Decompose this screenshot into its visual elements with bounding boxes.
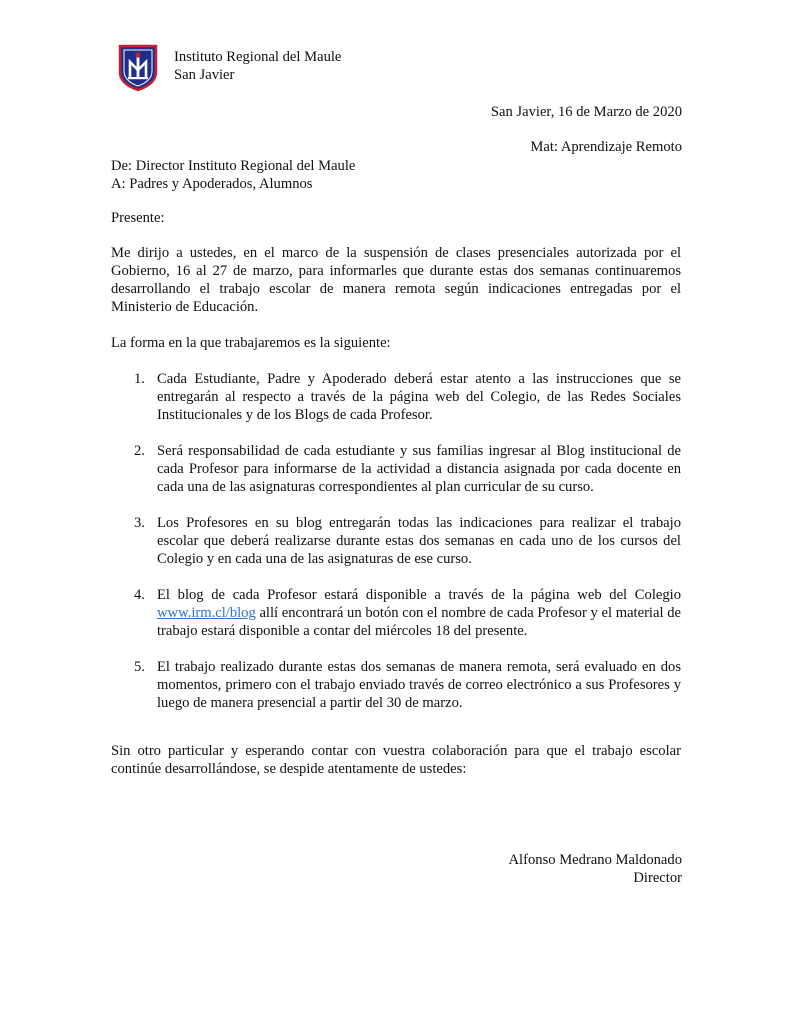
list-item-text: Será responsabilidad de cada estudiante y sus familias ingresar al Blog institucional de cada Profesor para informarse de la actividad a distancia asignada por cada docente en cada una de las asignaturas correspondientes al plan curricular de su curso. <box>157 443 681 495</box>
blog-link[interactable]: www.irm.cl/blog <box>157 605 256 621</box>
list-item-text: El trabajo realizado durante estas dos semanas de manera remota, será evaluado en dos momentos, primero con el trabajo enviado través de correo electrónico a sus Profesores y luego de manera presencial a partir del 30 de marzo. <box>157 659 681 711</box>
intro-paragraph: Me dirijo a ustedes, en el marco de la suspensión de clases presenciales autorizada por el Gobierno, 16 al 27 de marzo, para informarles que durante estas dos semanas continuaremos desarrollando el trabajo escolar de manera remota según indicaciones entregadas por el Ministerio de Educación. <box>111 245 681 315</box>
institution-name: Instituto Regional del Maule <box>174 49 342 65</box>
list-item-number: 2. <box>134 443 145 459</box>
signature-name: Alfonso Medrano Maldonado <box>508 852 682 868</box>
school-crest-icon <box>117 42 159 92</box>
closing-paragraph: Sin otro particular y esperando contar con vuestra colaboración para que el trabajo escolar continúe desarrollándose, se despide atentamente de ustedes: <box>111 743 681 777</box>
list-item-number: 3. <box>134 515 145 531</box>
list-item-number: 5. <box>134 659 145 675</box>
list-item-number: 1. <box>134 371 145 387</box>
list-item <box>134 514 681 568</box>
letterhead <box>174 48 341 84</box>
subject-line: Mat: Aprendizaje Remoto <box>530 139 682 155</box>
from-line: De: Director Instituto Regional del Maule <box>111 158 356 174</box>
list-item <box>134 442 681 496</box>
list-item <box>134 370 681 424</box>
signature-title: Director <box>633 870 682 886</box>
date-line: San Javier, 16 de Marzo de 2020 <box>490 104 682 120</box>
addressing-block <box>111 157 681 193</box>
to-line: A: Padres y Apoderados, Alumnos <box>111 176 313 192</box>
signature-block <box>509 851 682 887</box>
greeting: Presente: <box>111 210 165 226</box>
instruction-list <box>134 370 681 730</box>
list-intro: La forma en la que trabajaremos es la siguiente: <box>111 335 391 351</box>
list-item-text: allí encontrará un botón con el nombre de cada Profesor y el material de trabajo estará disponible a contar del miércoles 18 del presente. <box>157 605 681 639</box>
list-item-number: 4. <box>134 587 145 603</box>
list-item-text: El blog de cada Profesor estará disponible a través de la página web del Colegio <box>157 587 681 603</box>
institution-city: San Javier <box>174 67 235 83</box>
list-item <box>134 586 681 640</box>
list-item-text: Cada Estudiante, Padre y Apoderado deberá estar atento a las instrucciones que se entregarán al respecto a través de la página web del Colegio, de las Redes Sociales Institucionales y de los Blogs de cada Profesor. <box>157 371 681 423</box>
list-item <box>134 658 681 712</box>
list-item-text: Los Profesores en su blog entregarán todas las indicaciones para realizar el trabajo escolar que deberá realizarse durante estas dos semanas en cada uno de los cursos del Colegio y en cada una de las asignaturas de ese curso. <box>157 515 681 567</box>
